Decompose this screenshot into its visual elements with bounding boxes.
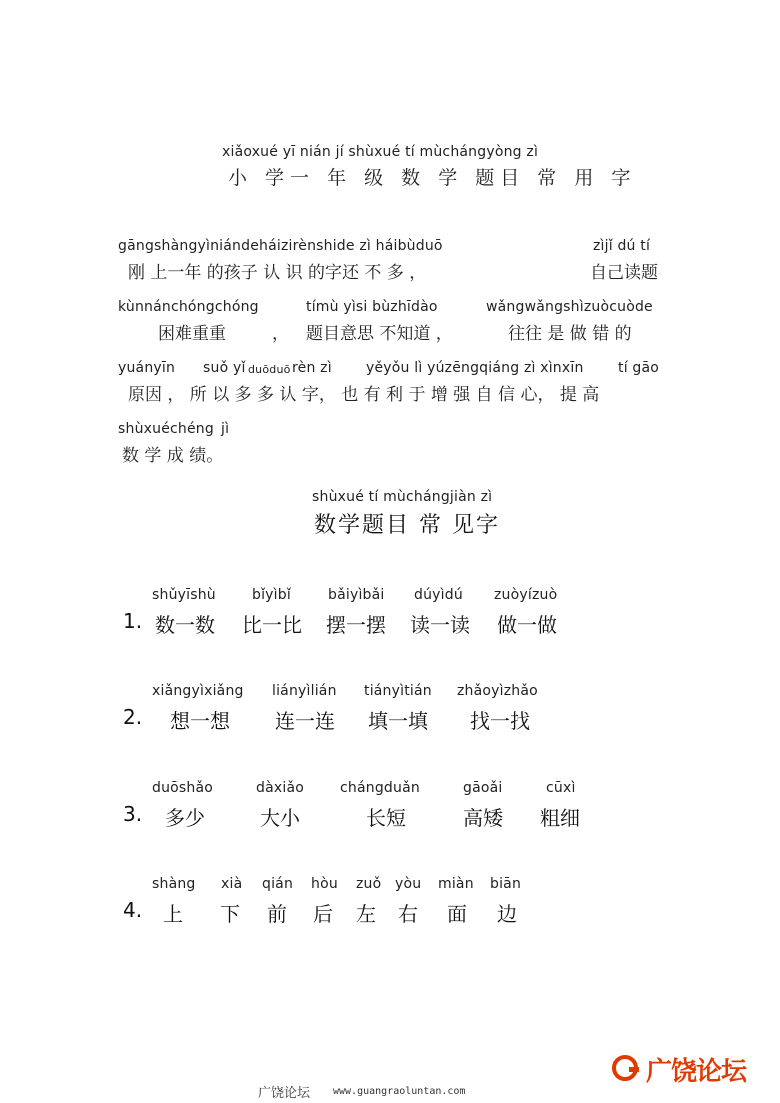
para-line3-pinyin-b3: rèn zì [292,360,332,376]
logo-text: 广饶论坛 [646,1057,747,1087]
row4-pinyin-3: qián [262,876,294,892]
para-line2-text-b: ， [272,324,289,344]
row2-pinyin-2: liányìlián [272,683,337,699]
row3-pinyin-4: gāoǎi [463,780,503,796]
row4-word-8: 边 [497,902,517,926]
row4-word-4: 后 [313,902,333,926]
row4-pinyin-6: yòu [395,876,422,892]
row4-pinyin-2: xià [221,876,243,892]
row2-word-2: 连一连 [275,709,335,733]
row4-pinyin-5: zuǒ [356,876,382,892]
row3-pinyin-2: dàxiǎo [256,780,304,796]
row1-pinyin-4: dúyìdú [414,587,463,603]
para-line2-text-c: 题目意思 不知道 ， [306,324,453,344]
para-line1-text-b: 自己读题 [590,263,658,283]
para-line4-pinyin-b: jì [221,421,230,437]
para-line2-pinyin-b: tímù yìsi bùzhīdào [306,299,438,315]
row1-word-2: 比一比 [242,613,302,637]
para-line3-pinyin-b: suǒ yǐ [203,360,246,376]
row1-number: 1. [123,609,143,633]
logo-icon [612,1055,638,1081]
row3-word-2: 大小 [260,806,300,830]
row2-pinyin-4: zhǎoyìzhǎo [457,683,538,699]
row4-word-2: 下 [220,902,240,926]
para-line3-text: 原因 ， 所 以 多 多 认 字， 也 有 利 于 增 强 自 信 心， 提 高 [128,385,600,405]
para-line3-pinyin-d: tí gāo [618,360,660,376]
row4-pinyin-8: biān [490,876,522,892]
row1-word-1: 数一数 [155,613,215,637]
footer-forum-name: 广饶论坛 [258,1086,311,1101]
row2-number: 2. [123,705,143,729]
row4-pinyin-1: shàng [152,876,196,892]
row3-pinyin-5: cūxì [546,780,576,796]
para-line2-pinyin-a: kùnnánchóngchóng [118,299,259,315]
row4-pinyin-4: hòu [311,876,338,892]
row4-word-3: 前 [267,902,287,926]
title-pinyin: xiǎoxué yī nián jí shùxué tí mùchángyòng zì [222,144,539,160]
row4-number: 4. [123,898,143,922]
section-pinyin: shùxué tí mùchángjiàn zì [312,489,493,505]
row1-word-4: 读一读 [410,613,470,637]
row3-pinyin-3: chángduǎn [340,780,420,796]
para-line2-text-a: 困难重重 [158,324,226,344]
row3-word-3: 长短 [366,806,406,830]
row3-number: 3. [123,802,143,826]
row1-pinyin-3: bǎiyìbǎi [328,587,385,603]
row1-pinyin-5: zuòyízuò [494,587,558,603]
footer-url[interactable]: www.guangraoluntan.com [333,1086,466,1097]
para-line1-pinyin-b: zìjǐ dú tí [593,238,651,254]
row4-word-6: 右 [398,902,418,926]
row3-word-5: 粗细 [540,806,580,830]
para-line1-pinyin-a: gāngshàngyìniándeháizirènshide zì háibùduō [118,238,443,254]
row1-pinyin-1: shǔyīshù [152,587,216,603]
row1-word-3: 摆一摆 [326,613,386,637]
para-line3-pinyin-c: yěyǒu lì yúzēngqiáng zì xìnxīn [366,360,584,376]
para-line1-text-a: 刚 上一年 的孩子 认 识 的字还 不 多 ， [128,263,427,283]
row2-word-1: 想一想 [170,709,230,733]
row1-pinyin-2: bǐyìbǐ [252,587,291,603]
row1-word-5: 做一做 [497,613,557,637]
row3-word-1: 多少 [165,806,205,830]
para-line2-text-d: 往往 是 做 错 的 [508,324,632,344]
para-line4-pinyin-a: shùxuéchéng [118,421,214,437]
row4-word-7: 面 [447,902,467,926]
section-title: 数学题目 常 见字 [314,513,500,538]
page-title: 小 学一 年 级 数 学 题目 常 用 字 [228,167,637,189]
row2-word-4: 找一找 [470,709,530,733]
row4-pinyin-7: miàn [438,876,474,892]
row2-pinyin-1: xiǎngyìxiǎng [152,683,244,699]
row4-word-1: 上 [163,902,183,926]
para-line3-pinyin-b2: duōduō [248,363,291,376]
row2-pinyin-3: tiányìtián [364,683,432,699]
para-line2-pinyin-c: wǎngwǎngshìzuòcuòde [486,299,653,315]
row3-word-4: 高矮 [463,806,503,830]
row3-pinyin-1: duōshǎo [152,780,214,796]
row2-word-3: 填一填 [368,709,428,733]
para-line4-text: 数 学 成 绩。 [122,446,224,466]
para-line3-pinyin-a: yuányīn [118,360,176,376]
row4-word-5: 左 [356,902,376,926]
